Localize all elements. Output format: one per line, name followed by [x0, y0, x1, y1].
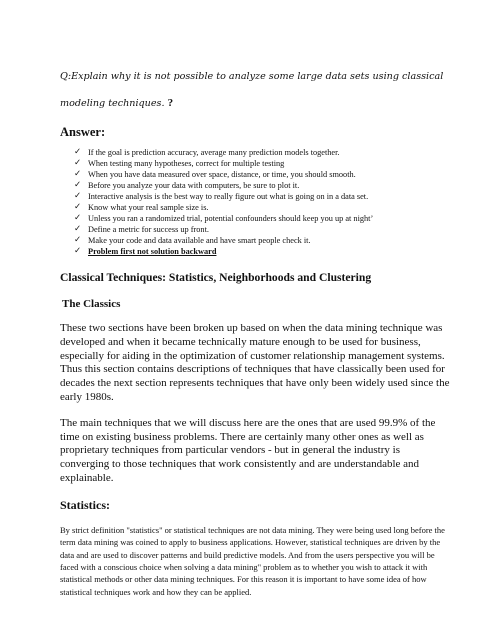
checkmark-icon: ✓: [74, 213, 82, 223]
list-item: ✓ If the goal is prediction accuracy, average many prediction models together.: [74, 147, 340, 157]
question: [60, 64, 450, 117]
list-item: ✓ Before you analyze your data with computers, be sure to plot it.: [74, 180, 300, 190]
section-title: Classical Techniques: Statistics, Neighborhoods and Clustering: [60, 271, 372, 284]
list-item: ✓ When you have data measured over space, distance, or time, you should smooth.: [74, 169, 356, 179]
list-item: ✓ Unless you ran a randomized trial, potential confounders should keep you up at night’: [74, 213, 374, 223]
paragraph: The main techniques that we will discuss here are the ones that are used 99.9% of the time on existing business problems. There are certainly many other ones as well as proprietary techniques from particular vendors - but in general the industry is converging to those techniques that work consistently and are understandable and explainable.: [60, 416, 436, 484]
checkmark-icon: ✓: [74, 202, 82, 212]
answer-checklist: [74, 147, 450, 257]
checkmark-icon: ✓: [74, 235, 82, 245]
question-mark: ?: [167, 97, 174, 109]
checkmark-icon: ✓: [74, 147, 82, 157]
list-item: ✓ Define a metric for success up front.: [74, 224, 209, 234]
paragraph: These two sections have been broken up based on when the data mining technique was developed and when it became technically mature enough to be used for business, especially for aiding in the optimization of customer relationship management systems. Thus this section contains descriptions of techniques that have classically been used for decades the next section represents techniques that have only been widely used since the early 1980s.: [60, 322, 450, 403]
question-text: Q:Explain why it is not possible to analyze some large data sets using classical modeling techniques.: [60, 71, 444, 109]
list-item: ✓ Interactive analysis is the best way to really figure out what is going on in a data set.: [74, 191, 369, 201]
list-item: ✓ Make your code and data available and have smart people check it.: [74, 235, 311, 245]
checkmark-icon: ✓: [74, 158, 82, 168]
list-item: ✓ Problem first not solution backward: [74, 246, 217, 256]
list-item: ✓ Know what your real sample size is.: [74, 202, 209, 212]
checkmark-icon: ✓: [74, 169, 82, 179]
subsection-title: The Classics: [62, 298, 121, 310]
list-item: ✓ When testing many hypotheses, correct for multiple testing: [74, 158, 285, 168]
statistics-heading: Statistics:: [60, 497, 110, 512]
document-page: [60, 64, 450, 598]
checkmark-icon: ✓: [74, 246, 82, 256]
checkmark-icon: ✓: [74, 180, 82, 190]
answer-heading: Answer:: [60, 125, 106, 139]
checkmark-icon: ✓: [74, 191, 82, 201]
statistics-paragraph: By strict definition "statistics" or statistical techniques are not data mining. They were being used long before the term data mining was coined to apply to business applications. However, statistical techniques are driven by the data and are used to discover patterns and build predictive models. And from the users perspective you will be faced with a conscious choice when solving a data mining" problem as to whether you wish to attack it with statistical methods or other data mining techniques. For this reason it is important to have some idea of how statistical techniques work and how they can be applied.: [60, 524, 445, 597]
checkmark-icon: ✓: [74, 224, 82, 234]
